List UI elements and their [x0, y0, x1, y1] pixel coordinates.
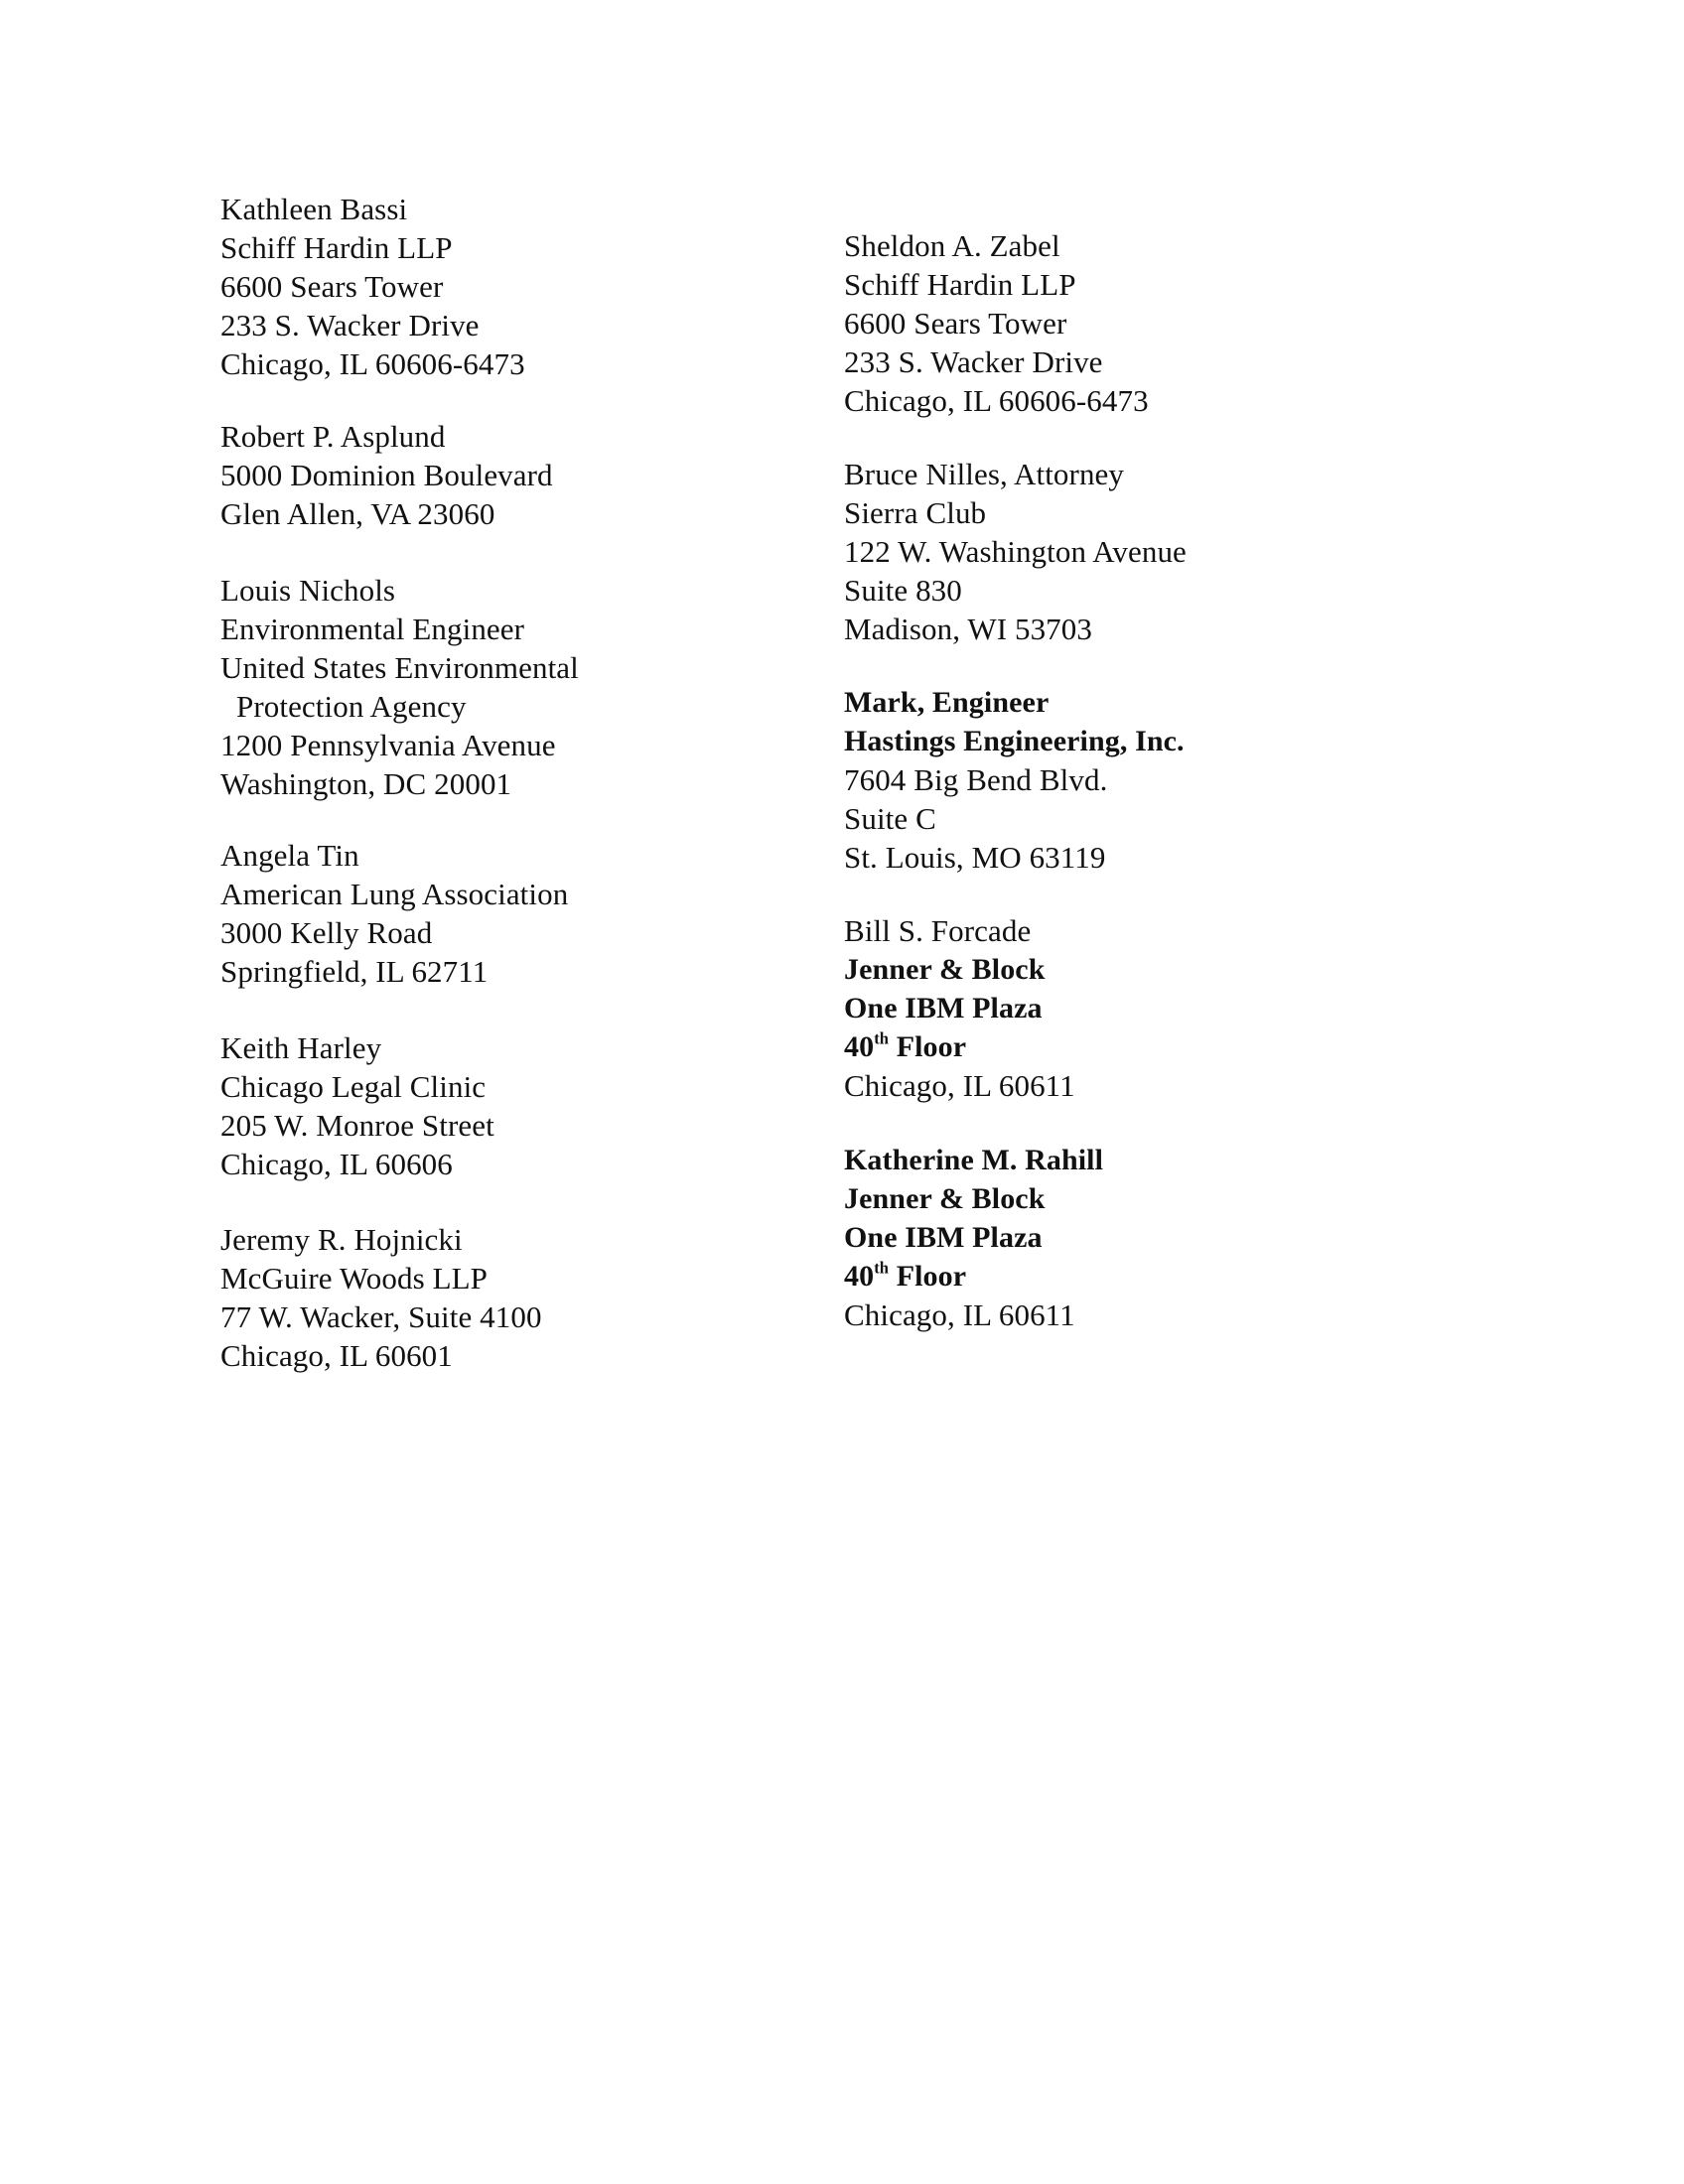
- address-line: 5000 Dominion Boulevard: [220, 458, 553, 492]
- address-line: 7604 Big Bend Blvd.: [844, 762, 1108, 797]
- recipient-name: Bill S. Forcade: [844, 913, 1032, 948]
- recipient-name: Sheldon A. Zabel: [844, 228, 1060, 263]
- address-line: One IBM Plaza: [844, 1221, 1043, 1254]
- recipient-name: Louis Nichols: [220, 573, 396, 608]
- address-line: 6600 Sears Tower: [220, 269, 444, 304]
- floor-line: [844, 1027, 1075, 1066]
- organization: Jenner & Block: [844, 953, 1046, 986]
- address-block-jeremy-hojnicki: [220, 1220, 542, 1375]
- organization: Jenner & Block: [844, 1182, 1046, 1215]
- organization: Schiff Hardin LLP: [220, 230, 453, 265]
- address-line: 205 W. Monroe Street: [220, 1108, 494, 1143]
- recipient-name: Bruce Nilles, Attorney: [844, 457, 1125, 491]
- address-block-bruce-nilles: [844, 455, 1187, 648]
- recipient-name: Angela Tin: [220, 838, 359, 873]
- floor-line: [844, 1257, 1103, 1296]
- floor-word: Floor: [896, 1030, 967, 1063]
- floor-number: 40: [844, 1260, 875, 1293]
- organization: United States Environmental: [220, 650, 579, 685]
- recipient-title: Environmental Engineer: [220, 612, 525, 646]
- floor-ordinal-suffix: th: [874, 1258, 890, 1278]
- floor-ordinal-suffix: th: [874, 1028, 890, 1048]
- city-state-zip: Glen Allen, VA 23060: [220, 496, 495, 531]
- suite-line: Suite 830: [844, 573, 962, 608]
- address-line: 233 S. Wacker Drive: [844, 344, 1103, 379]
- city-state-zip: Madison, WI 53703: [844, 612, 1092, 646]
- city-state-zip: Chicago, IL 60606-6473: [844, 383, 1149, 418]
- organization-continued: Protection Agency: [236, 689, 467, 724]
- address-block-sheldon-zabel: [844, 226, 1149, 420]
- address-line: One IBM Plaza: [844, 992, 1043, 1024]
- address-block-bill-forcade: [844, 911, 1075, 1105]
- recipient-name: Robert P. Asplund: [220, 419, 446, 454]
- address-block-angela-tin: [220, 836, 568, 991]
- address-line: 1200 Pennsylvania Avenue: [220, 728, 556, 762]
- address-line: 6600 Sears Tower: [844, 306, 1067, 341]
- floor-word: Floor: [896, 1260, 967, 1293]
- organization: McGuire Woods LLP: [220, 1261, 488, 1296]
- address-line: 233 S. Wacker Drive: [220, 308, 480, 342]
- city-state-zip: St. Louis, MO 63119: [844, 840, 1106, 875]
- city-state-zip: Springfield, IL 62711: [220, 954, 489, 989]
- address-block-kathleen-bassi: [220, 190, 525, 383]
- recipient-name: Keith Harley: [220, 1030, 382, 1065]
- address-line: 3000 Kelly Road: [220, 915, 433, 950]
- address-block-robert-asplund: [220, 417, 553, 533]
- organization: Chicago Legal Clinic: [220, 1069, 487, 1104]
- organization: American Lung Association: [220, 877, 569, 911]
- city-state-zip: Washington, DC 20001: [220, 766, 512, 801]
- recipient-name: Kathleen Bassi: [220, 192, 408, 226]
- address-block-keith-harley: [220, 1028, 494, 1183]
- address-line: 122 W. Washington Avenue: [844, 534, 1187, 569]
- suite-line: Suite C: [844, 801, 936, 836]
- address-line: 77 W. Wacker, Suite 4100: [220, 1299, 542, 1334]
- city-state-zip: Chicago, IL 60601: [220, 1338, 453, 1373]
- organization: Sierra Club: [844, 495, 987, 530]
- organization: Hastings Engineering, Inc.: [844, 725, 1185, 757]
- recipient-name: Katherine M. Rahill: [844, 1144, 1104, 1176]
- city-state-zip: Chicago, IL 60606-6473: [220, 346, 525, 381]
- address-block-mark-engineer: [844, 683, 1185, 877]
- recipient-name: Jeremy R. Hojnicki: [220, 1222, 463, 1257]
- city-state-zip: Chicago, IL 60606: [220, 1147, 453, 1181]
- recipient-name: Mark, Engineer: [844, 686, 1050, 719]
- city-state-zip: Chicago, IL 60611: [844, 1068, 1075, 1103]
- organization: Schiff Hardin LLP: [844, 267, 1076, 302]
- address-block-katherine-rahill: [844, 1141, 1103, 1334]
- floor-number: 40: [844, 1030, 875, 1063]
- city-state-zip: Chicago, IL 60611: [844, 1297, 1075, 1332]
- address-block-louis-nichols: [220, 571, 579, 803]
